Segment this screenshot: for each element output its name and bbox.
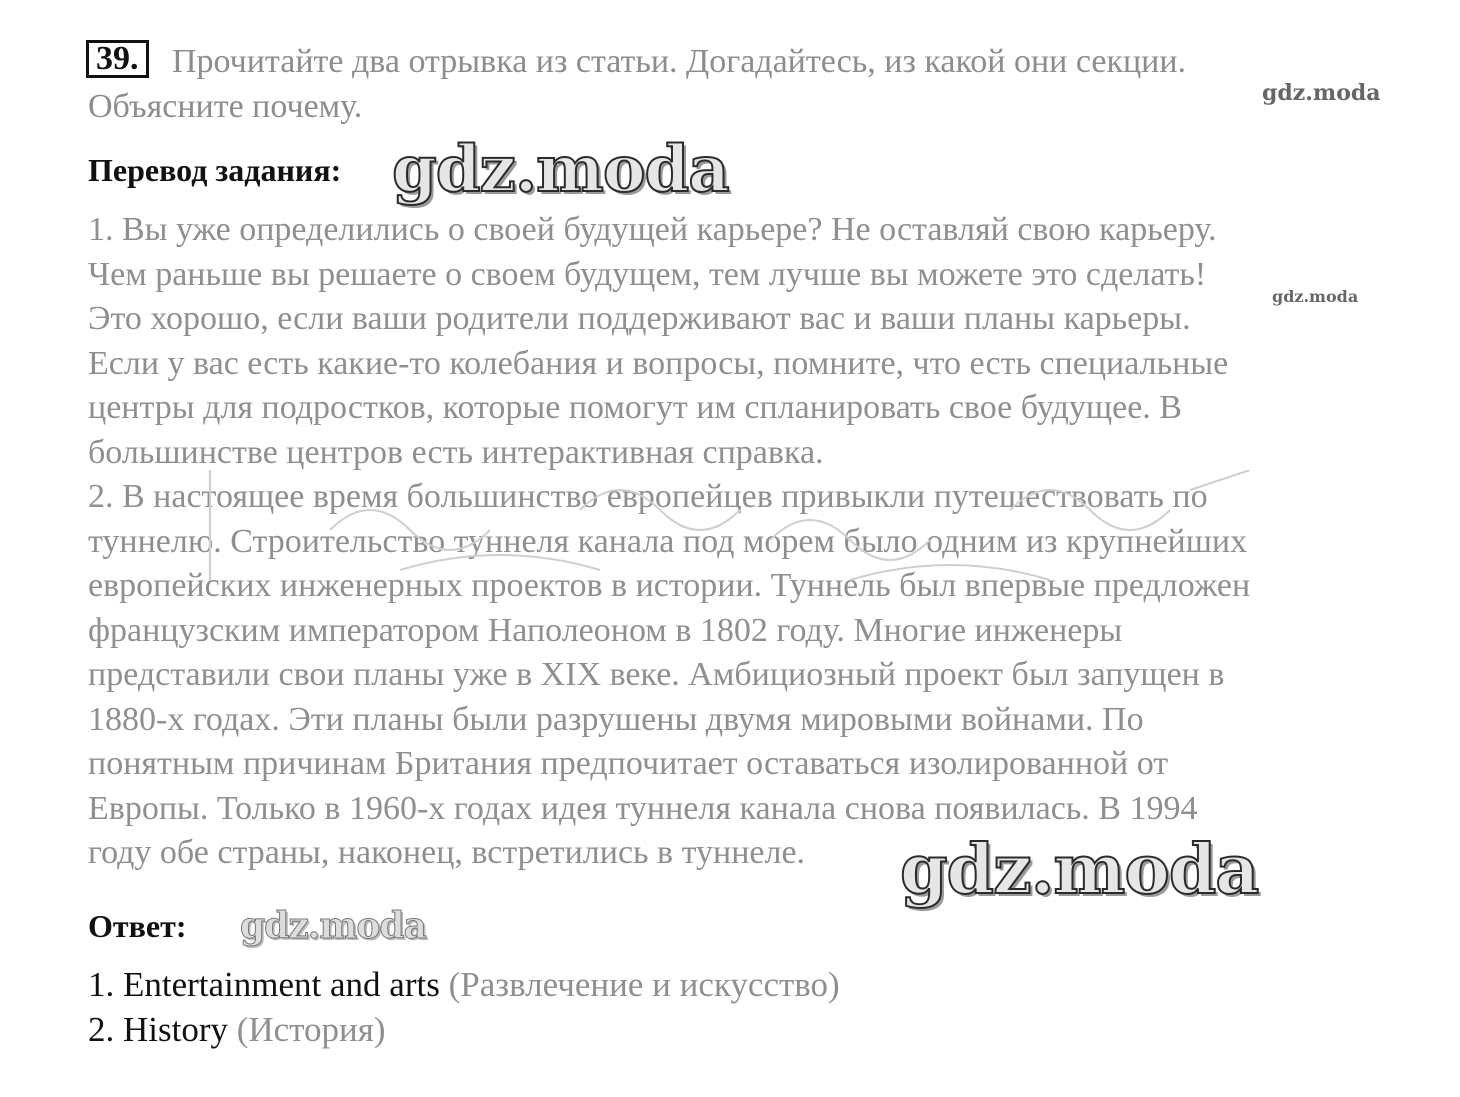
task-instruction-line2: Объясните почему. — [88, 88, 363, 125]
translation-line: 1880-х годах. Эти планы были разрушены двумя мировыми войнами. По — [88, 700, 1144, 738]
answer-heading: Ответ: — [88, 908, 187, 944]
watermark-small: gdz.moda — [1272, 287, 1359, 306]
translation-line: 1. Вы уже определились о своей будущей карьере? Не оставляй свою карьеру. — [88, 211, 1217, 248]
watermark-logo: gdz.moda — [240, 905, 426, 947]
answer-item — [88, 962, 1188, 1007]
answer-item-ru: (История) — [236, 1010, 386, 1049]
translation-line: 2. В настоящее время большинство европейцев привыкли путешествовать по — [88, 478, 1208, 515]
translation-line: большинстве центров есть интерактивная справка. — [88, 433, 824, 471]
answer-list — [88, 962, 1188, 1052]
translation-line: Это хорошо, если ваши родители поддерживают вас и ваши планы карьеры. — [88, 300, 1191, 337]
ghost-overlay — [150, 470, 1300, 600]
translation-line: Если у вас есть какие-то колебания и вопросы, помните, что есть специальные — [88, 344, 1229, 382]
translation-line: Чем раньше вы решаете о своем будущем, тем лучше вы можете это сделать! — [88, 255, 1207, 293]
translation-line: центры для подростков, которые помогут им спланировать свое будущее. В — [88, 389, 1182, 426]
watermark-logo: gdz.moda — [392, 132, 729, 207]
translation-line: Европы. Только в 1960-х годах идея туннеля канала снова появилась. В 1994 — [88, 789, 1198, 827]
answer-item-ru: (Развлечение и искусство) — [448, 965, 840, 1004]
translation-line: туннелю. Строительство туннеля канала под морем было одним из крупнейших — [88, 522, 1248, 560]
task-number-box: 39. — [86, 40, 149, 78]
translation-line: французским императором Наполеоном в 1802 году. Многие инженеры — [88, 611, 1123, 649]
task-instruction-line1: Прочитайте два отрывка из статьи. Догадайтесь, из какой они секции. — [172, 43, 1187, 80]
watermark-logo: gdz.moda — [900, 830, 1259, 910]
translation-line: году обе страны, наконец, встретились в туннеле. — [88, 834, 806, 871]
translation-line: понятным причинам Британия предпочитает оставаться изолированной от — [88, 745, 1169, 782]
translation-line: европейских инженерных проектов в истории. Туннель был впервые предложен — [88, 567, 1251, 604]
answer-item — [88, 1007, 1188, 1052]
answer-item-en: 1. Entertainment and arts — [88, 965, 440, 1004]
watermark-small: gdz.moda — [1262, 80, 1381, 106]
translation-heading: Перевод задания: — [88, 152, 342, 188]
answer-item-en: 2. History — [88, 1010, 228, 1049]
translation-line: представили свои планы уже в XIX веке. Амбициозный проект был запущен в — [88, 656, 1225, 693]
